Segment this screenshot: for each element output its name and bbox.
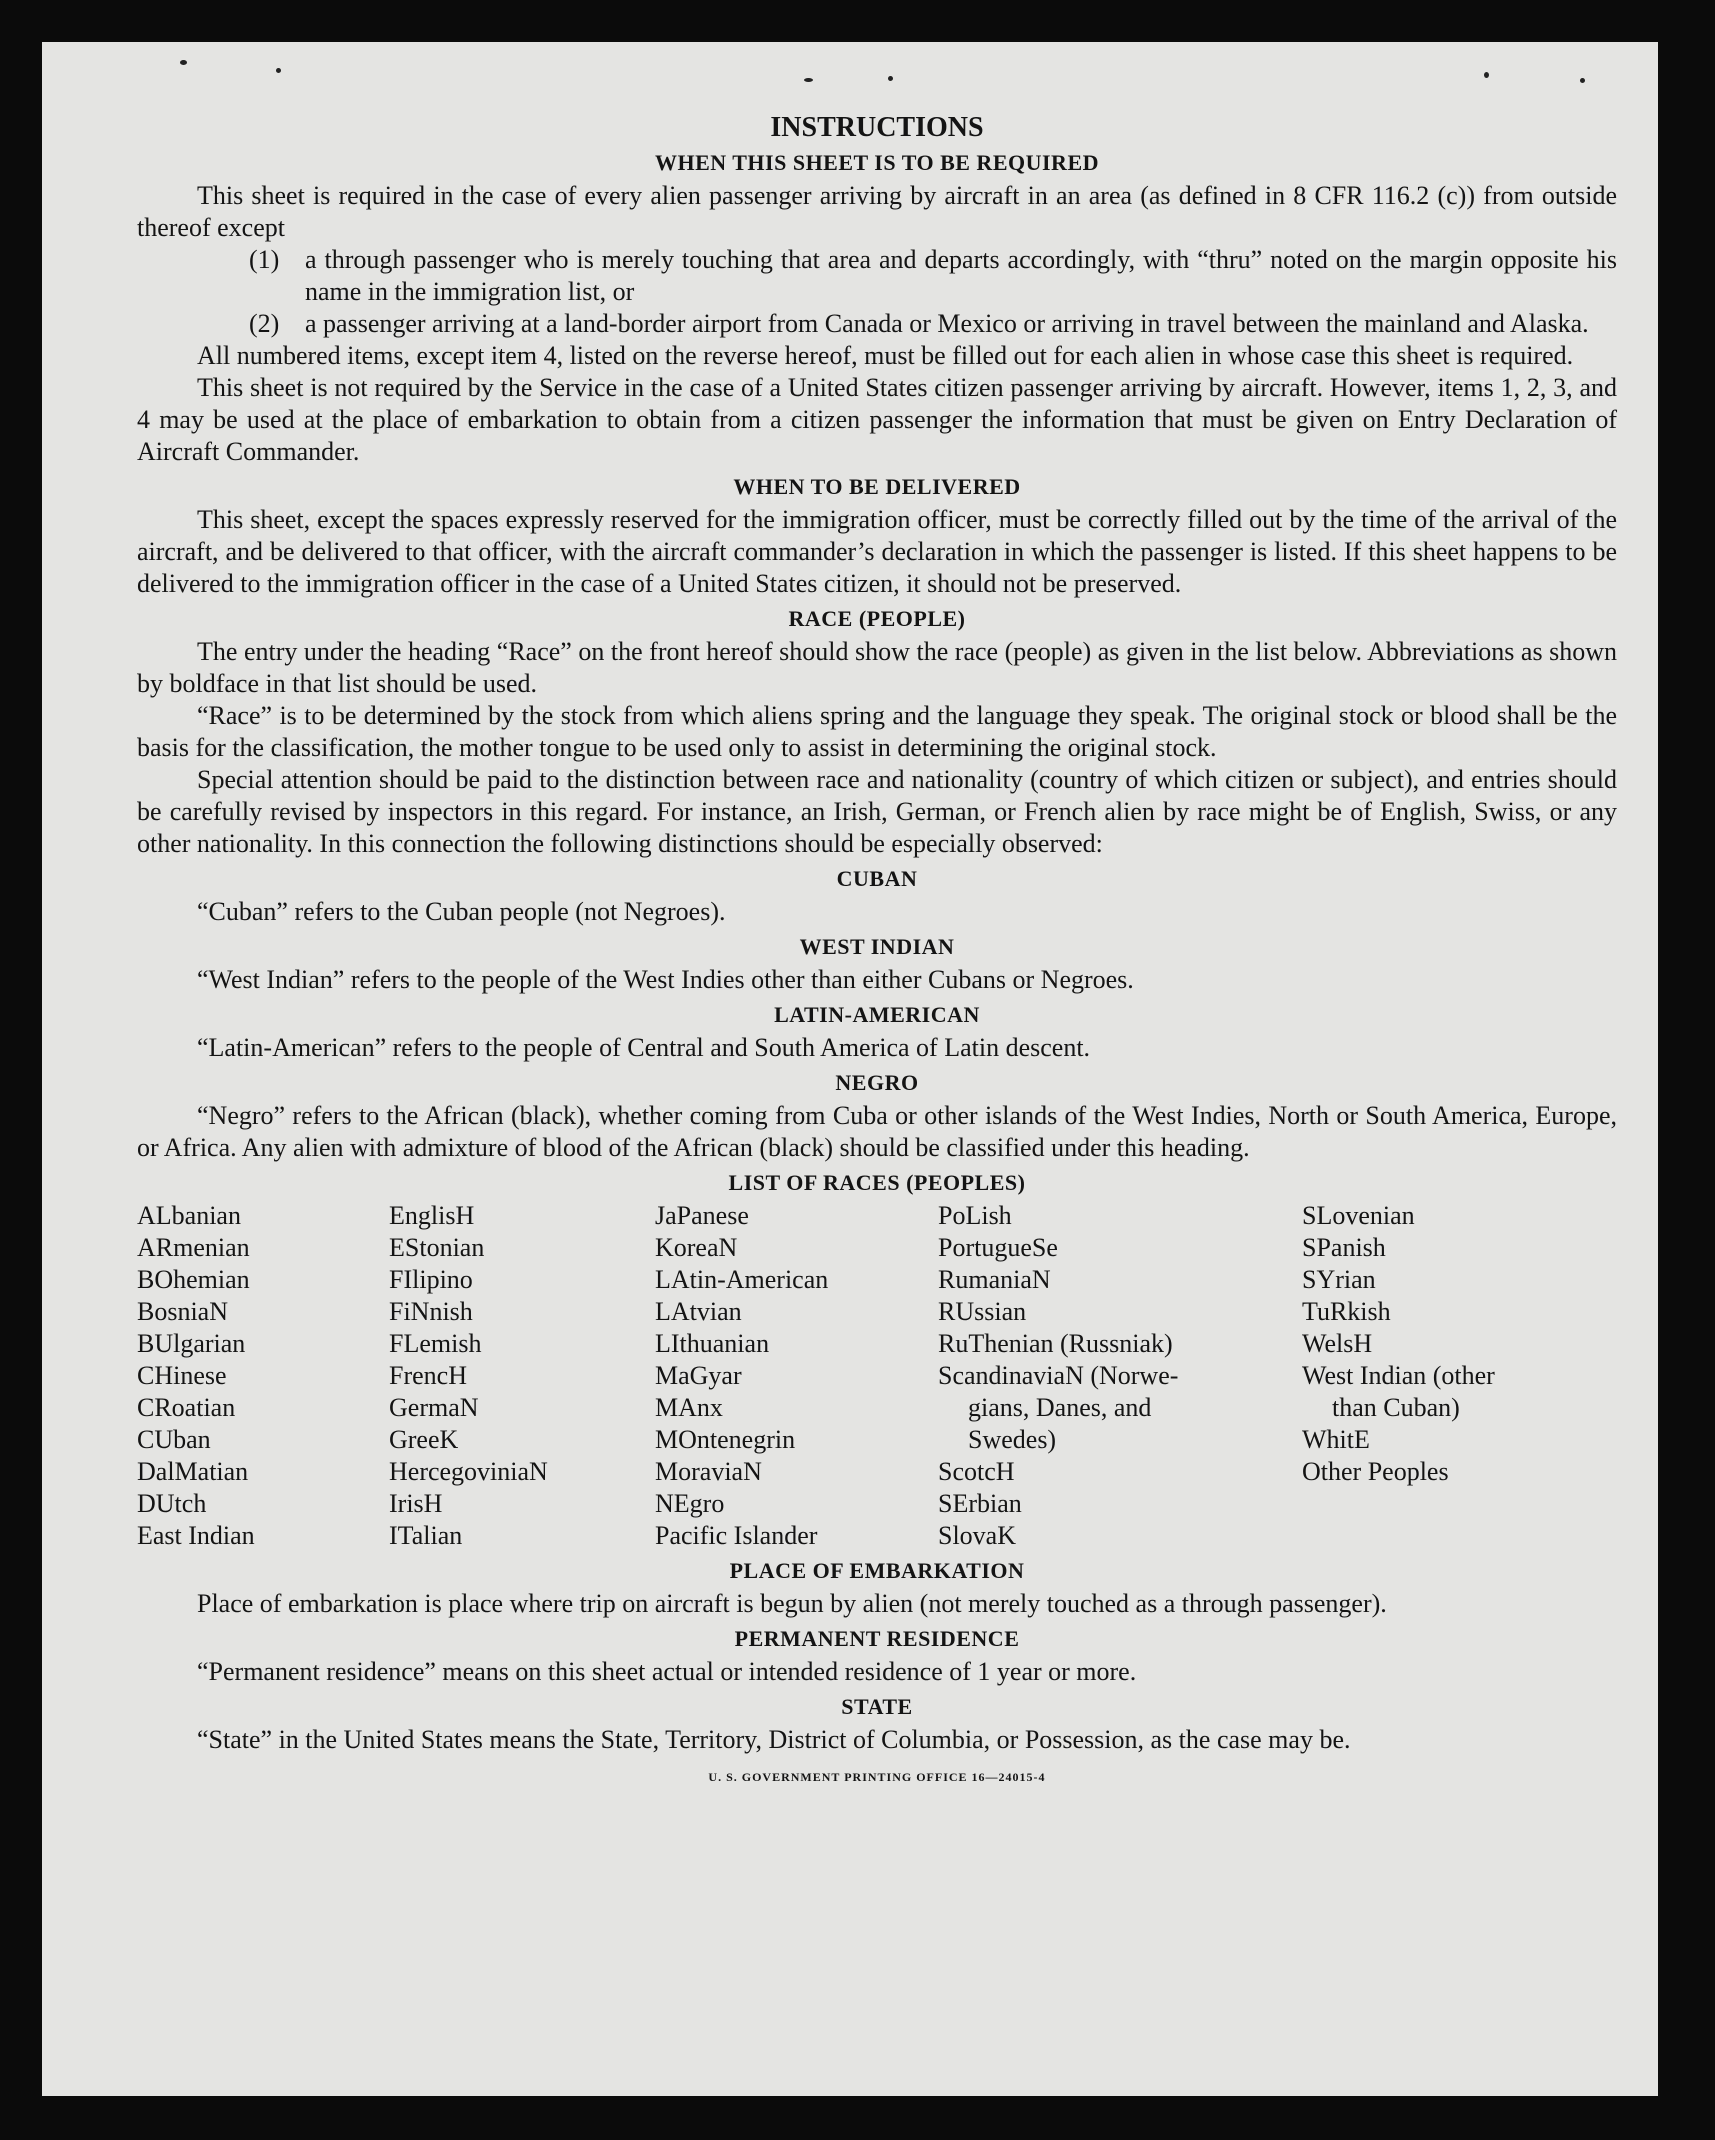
paragraph: “Latin-American” refers to the people of Central and South America of Latin descent. [197, 1033, 1091, 1062]
race-group [938, 1456, 1302, 1552]
race-item: NEgro [655, 1489, 725, 1518]
race-group [938, 1200, 1302, 1360]
heading-negro: NEGRO [835, 1070, 919, 1095]
paragraph: “Negro” refers to the African (black), whether coming from Cuba or other islands of the West Indies, North or South America, Europe, or Africa. Any alien with admixture of blood of the African (black) should be classified under this heading. [137, 1101, 1617, 1162]
race-name-continued: than Cuban) [1332, 1393, 1460, 1422]
race-item: ARmenian [137, 1233, 250, 1262]
race-item: EnglisH [389, 1201, 475, 1230]
race-group [1302, 1200, 1617, 1360]
race-item: SlovaK [938, 1521, 1016, 1550]
race-item: JaPanese [655, 1201, 749, 1230]
item-number: (1) [249, 245, 280, 274]
heading-west-indian: WEST INDIAN [799, 934, 955, 959]
print-speck [1580, 78, 1585, 83]
races-column-5 [1302, 1200, 1617, 1552]
race-item: Pacific Islander [655, 1521, 818, 1550]
race-item: TuRkish [1302, 1297, 1391, 1326]
item-text: a through passenger who is merely touching that area and departs accordingly, with “thru” noted on the margin opposite his name in the immigration list, or [305, 245, 1617, 306]
race-item: DalMatian [137, 1457, 249, 1486]
race-item: FLemish [389, 1329, 482, 1358]
paragraph: All numbered items, except item 4, listed on the reverse hereof, must be filled out for each alien in whose case this sheet is required. [197, 341, 1574, 370]
paragraph: This sheet, except the spaces expressly reserved for the immigration officer, must be correctly filled out by the time of the arrival of the aircraft, and be delivered to that officer, with the aircraft commander’s declaration in which the passenger is listed. If this sheet happens to be delivered to the immigration officer in the case of a United States citizen, it should not be preserved. [137, 505, 1617, 598]
race-item: SYrian [1302, 1265, 1376, 1294]
list-item [249, 308, 1617, 340]
race-item: MaGyar [655, 1361, 742, 1390]
race-item: CRoatian [137, 1393, 236, 1422]
race-group [1302, 1424, 1617, 1488]
printer-imprint: U. S. GOVERNMENT PRINTING OFFICE 16—24015-4 [708, 1770, 1046, 1784]
page-title: INSTRUCTIONS [770, 112, 984, 143]
race-item: IrisH [389, 1489, 443, 1518]
paragraph: “Cuban” refers to the Cuban people (not Negroes). [197, 897, 726, 926]
race-item [1302, 1360, 1617, 1424]
races-column-4 [938, 1200, 1302, 1552]
race-item: FrencH [389, 1361, 467, 1390]
race-item: CUban [137, 1425, 211, 1454]
race-item: EStonian [389, 1233, 485, 1262]
race-name-continued: Swedes) [968, 1425, 1057, 1454]
race-item: ITalian [389, 1521, 463, 1550]
race-name-continued: gians, Danes, and [968, 1393, 1152, 1422]
race-item: LIthuanian [655, 1329, 770, 1358]
race-item: SErbian [938, 1489, 1022, 1518]
paragraph: Special attention should be paid to the distinction between race and nationality (country of which citizen or subject), and entries should be carefully revised by inspectors in this regard. For instance, an Irish, German, or French alien by race might be of English, Swiss, or any other nationality. In this connection the following distinctions should be especially observed: [137, 765, 1617, 858]
race-name: ScandinaviaN (Norwe- [938, 1361, 1179, 1390]
print-speck [180, 60, 187, 65]
race-name: West Indian (other [1302, 1361, 1495, 1390]
race-item: CHinese [137, 1361, 227, 1390]
race-item: PortugueSe [938, 1233, 1058, 1262]
race-item: SLovenian [1302, 1201, 1415, 1230]
item-number: (2) [249, 309, 280, 338]
print-speck [804, 78, 813, 82]
race-item: BOhemian [137, 1265, 250, 1294]
race-item: BosniaN [137, 1297, 228, 1326]
heading-cuban: CUBAN [836, 866, 918, 891]
races-column-2 [389, 1200, 655, 1552]
race-item: GreeK [389, 1425, 459, 1454]
heading-embarkation: PLACE OF EMBARKATION [729, 1558, 1025, 1583]
instructions-content [137, 112, 1617, 1785]
races-list [137, 1200, 1617, 1552]
race-item: FiNnish [389, 1297, 473, 1326]
race-item: LAtvian [655, 1297, 742, 1326]
print-speck [1484, 72, 1489, 78]
paragraph: This sheet is required in the case of every alien passenger arriving by aircraft in an area (as defined in 8 CFR 116.2 (c)) from outside thereof except [137, 181, 1617, 242]
paragraph: “State” in the United States means the State, Territory, District of Columbia, or Possession, as the case may be. [197, 1725, 1351, 1754]
document-page [42, 42, 1658, 2096]
heading-race: RACE (PEOPLE) [788, 606, 966, 631]
print-speck [888, 76, 893, 81]
races-column-3 [655, 1200, 938, 1552]
race-item: Other Peoples [1302, 1457, 1449, 1486]
paragraph: The entry under the heading “Race” on the front hereof should show the race (people) as given in the list below. Abbreviations as shown by boldface in that list should be used. [137, 637, 1617, 698]
paragraph: This sheet is not required by the Service in the case of a United States citizen passenger arriving by aircraft. However, items 1, 2, 3, and 4 may be used at the place of embarkation to obtain from a citizen passenger the information that must be given on Entry Declaration of Aircraft Commander. [137, 373, 1617, 466]
race-item: LAtin-American [655, 1265, 829, 1294]
heading-when-delivered: WHEN TO BE DELIVERED [733, 474, 1021, 499]
paragraph: Place of embarkation is place where trip on aircraft is begun by alien (not merely touched as a through passenger). [197, 1589, 1387, 1618]
race-item [938, 1360, 1302, 1456]
print-speck [276, 68, 281, 73]
race-item: RUssian [938, 1297, 1027, 1326]
race-item: SPanish [1302, 1233, 1386, 1262]
race-item: BUlgarian [137, 1329, 246, 1358]
race-item: PoLish [938, 1201, 1012, 1230]
race-item: MoraviaN [655, 1457, 762, 1486]
race-item: DUtch [137, 1489, 207, 1518]
race-item: East Indian [137, 1521, 255, 1550]
item-text: a passenger arriving at a land-border airport from Canada or Mexico or arriving in travel between the mainland and Alaska. [305, 309, 1589, 338]
races-column-1 [137, 1200, 389, 1552]
paragraph: “Race” is to be determined by the stock from which aliens spring and the language they speak. The original stock or blood shall be the basis for the classification, the mother tongue to be used only to assist in determining the original stock. [137, 701, 1617, 762]
race-item: GermaN [389, 1393, 479, 1422]
heading-latin-american: LATIN-AMERICAN [774, 1002, 980, 1027]
race-item: RumaniaN [938, 1265, 1051, 1294]
race-item: KoreaN [655, 1233, 738, 1262]
race-item: WelsH [1302, 1329, 1373, 1358]
race-item: HercegoviniaN [389, 1457, 548, 1486]
paragraph: “West Indian” refers to the people of the West Indies other than either Cubans or Negroes. [197, 965, 1134, 994]
race-item: ScotcH [938, 1457, 1015, 1486]
race-item: ALbanian [137, 1201, 241, 1230]
list-item [249, 244, 1617, 308]
race-item: MOntenegrin [655, 1425, 796, 1454]
paragraph: “Permanent residence” means on this sheet actual or intended residence of 1 year or more. [197, 1657, 1137, 1686]
heading-when-required: WHEN THIS SHEET IS TO BE REQUIRED [654, 150, 1100, 175]
race-item: WhitE [1302, 1425, 1370, 1454]
heading-permanent-residence: PERMANENT RESIDENCE [734, 1626, 1020, 1651]
race-item: MAnx [655, 1393, 723, 1422]
race-item: RuThenian (Russniak) [938, 1329, 1173, 1358]
heading-list-of-races: LIST OF RACES (PEOPLES) [728, 1170, 1026, 1195]
race-item: FIlipino [389, 1265, 473, 1294]
heading-state: STATE [841, 1694, 913, 1719]
